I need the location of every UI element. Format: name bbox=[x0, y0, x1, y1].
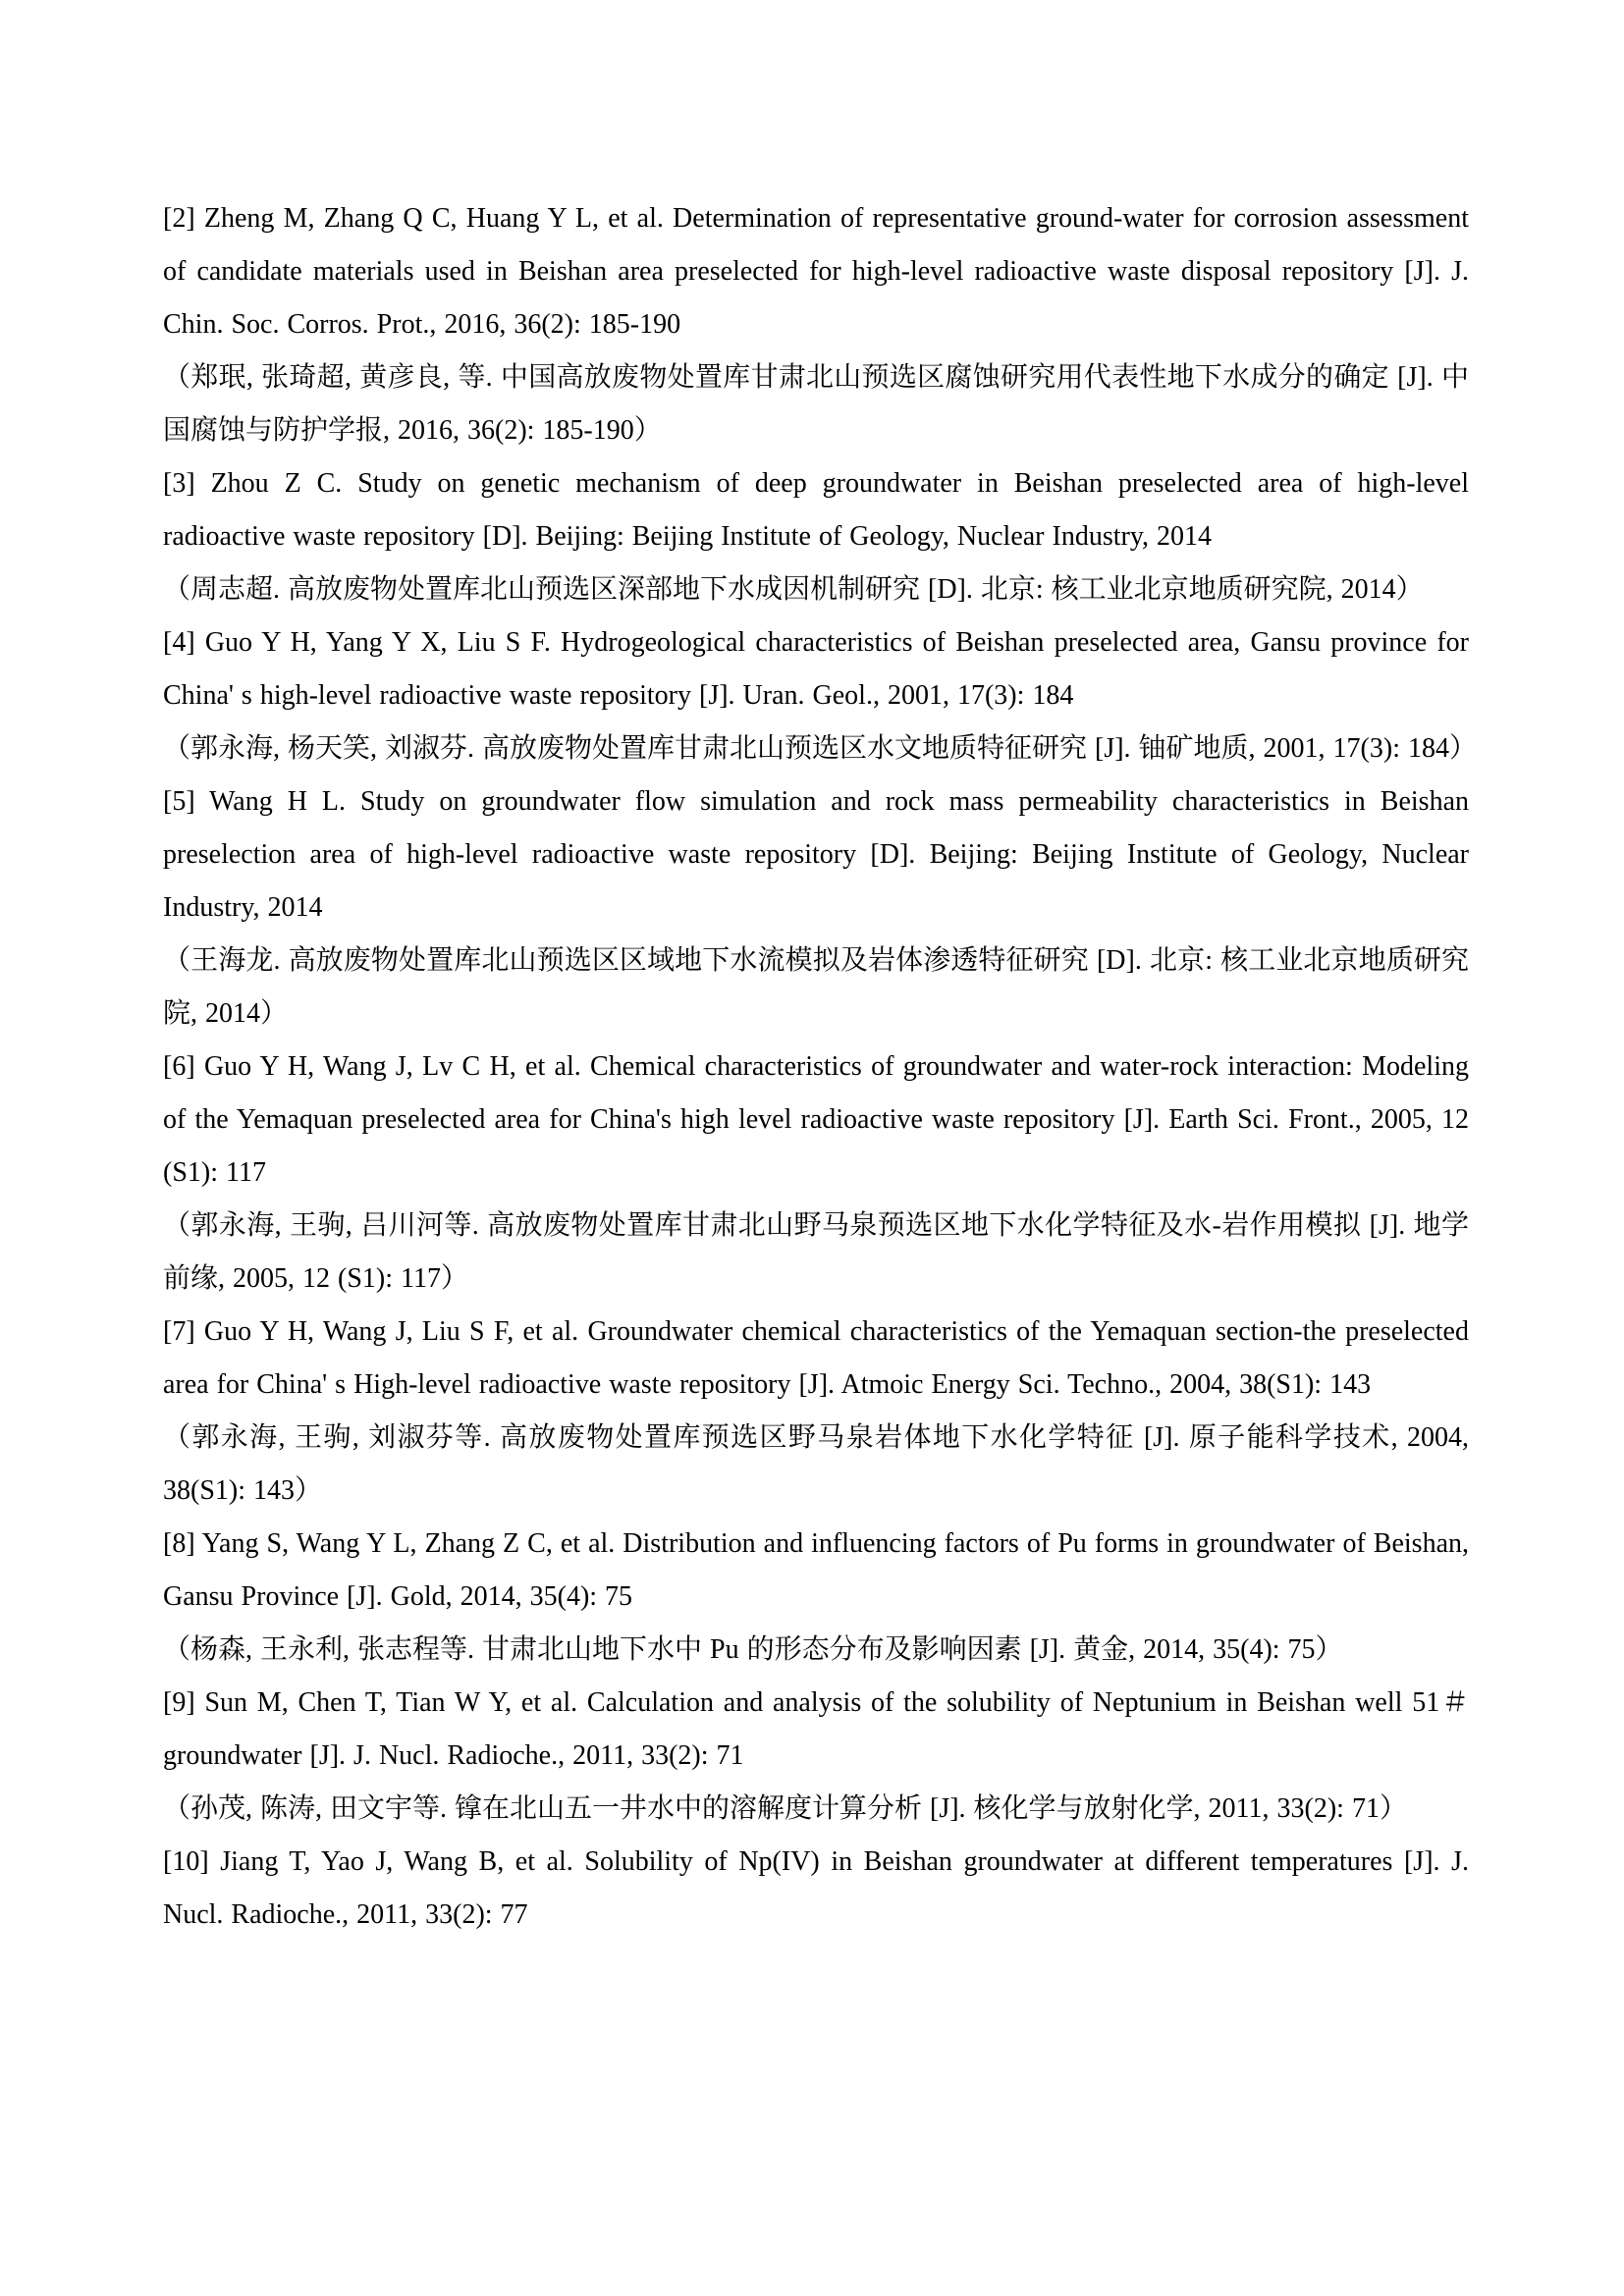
reference-4-english: [4] Guo Y H, Yang Y X, Liu S F. Hydrogeological characteristics of Beishan preselected area, Gansu province for China' s high-level radioactive waste repository [J]. Uran. Geol., 2001, 17(3): 184 bbox=[163, 627, 1469, 711]
reference-5-english: [5] Wang H L. Study on groundwater flow simulation and rock mass permeability characteristics in Beishan preselection area of high-level radioactive waste repository [D]. Beijing: Beijing Institute of Geology, Nuclear Industry, 2014 bbox=[163, 786, 1469, 923]
reference-2-english: [2] Zheng M, Zhang Q C, Huang Y L, et al. Determination of representative ground-water for corrosion assessment of candidate materials used in Beishan area preselected for high-level radioactive waste disposal repository [J]. J. Chin. Soc. Corros. Prot., 2016, 36(2): 185-190 bbox=[163, 203, 1469, 340]
reference-7-english: [7] Guo Y H, Wang J, Liu S F, et al. Groundwater chemical characteristics of the Yemaquan section-the preselected area for China' s High-level radioactive waste repository [J]. Atmoic Energy Sci. Techno., 2004, 38(S1): 143 bbox=[163, 1316, 1469, 1400]
references-list bbox=[163, 192, 1477, 1942]
reference-6-english: [6] Guo Y H, Wang J, Lv C H, et al. Chemical characteristics of groundwater and water-rock interaction: Modeling of the Yemaquan preselected area for China's high level radioactive waste repository [J]. Earth Sci. Front., 2005, 12 (S1): 117 bbox=[163, 1051, 1469, 1188]
reference-5-chinese: （王海龙. 高放废物处置库北山预选区区域地下水流模拟及岩体渗透特征研究 [D]. 北京: 核工业北京地质研究院, 2014） bbox=[163, 945, 1469, 1029]
reference-9-chinese: （孙茂, 陈涛, 田文宇等. 镎在北山五一井水中的溶解度计算分析 [J]. 核化学与放射化学, 2011, 33(2): 71） bbox=[163, 1793, 1407, 1824]
reference-8-english: [8] Yang S, Wang Y L, Zhang Z C, et al. Distribution and influencing factors of Pu forms in groundwater of Beishan, Gansu Province [J]. Gold, 2014, 35(4): 75 bbox=[163, 1528, 1469, 1612]
reference-4-chinese: （郭永海, 杨天笑, 刘淑芬. 高放废物处置库甘肃北山预选区水文地质特征研究 [J]. 铀矿地质, 2001, 17(3): 184） bbox=[163, 733, 1477, 764]
reference-2-chinese: （郑珉, 张琦超, 黄彦良, 等. 中国高放废物处置库甘肃北山预选区腐蚀研究用代表性地下水成分的确定 [J]. 中国腐蚀与防护学报, 2016, 36(2): 185-190） bbox=[163, 362, 1469, 446]
reference-3-chinese: （周志超. 高放废物处置库北山预选区深部地下水成因机制研究 [D]. 北京: 核工业北京地质研究院, 2014） bbox=[163, 574, 1424, 605]
reference-7-chinese: （郭永海, 王驹, 刘淑芬等. 高放废物处置库预选区野马泉岩体地下水化学特征 [J]. 原子能科学技术, 2004, 38(S1): 143） bbox=[163, 1422, 1469, 1506]
reference-6-chinese: （郭永海, 王驹, 吕川河等. 高放废物处置库甘肃北山野马泉预选区地下水化学特征及水-岩作用模拟 [J]. 地学前缘, 2005, 12 (S1): 117） bbox=[163, 1210, 1469, 1294]
reference-9-english: [9] Sun M, Chen T, Tian W Y, et al. Calculation and analysis of the solubility of Neptunium in Beishan well 51＃ groundwater [J]. J. Nucl. Radioche., 2011, 33(2): 71 bbox=[163, 1687, 1469, 1771]
reference-10-english: [10] Jiang T, Yao J, Wang B, et al. Solubility of Np(IV) in Beishan groundwater at different temperatures [J]. J. Nucl. Radioche., 2011, 33(2): 77 bbox=[163, 1846, 1469, 1930]
reference-8-chinese: （杨森, 王永利, 张志程等. 甘肃北山地下水中 Pu 的形态分布及影响因素 [J]. 黄金, 2014, 35(4): 75） bbox=[163, 1634, 1343, 1665]
reference-3-english: [3] Zhou Z C. Study on genetic mechanism of deep groundwater in Beishan preselected area of high-level radioactive waste repository [D]. Beijing: Beijing Institute of Geology, Nuclear Industry, 2014 bbox=[163, 468, 1469, 552]
